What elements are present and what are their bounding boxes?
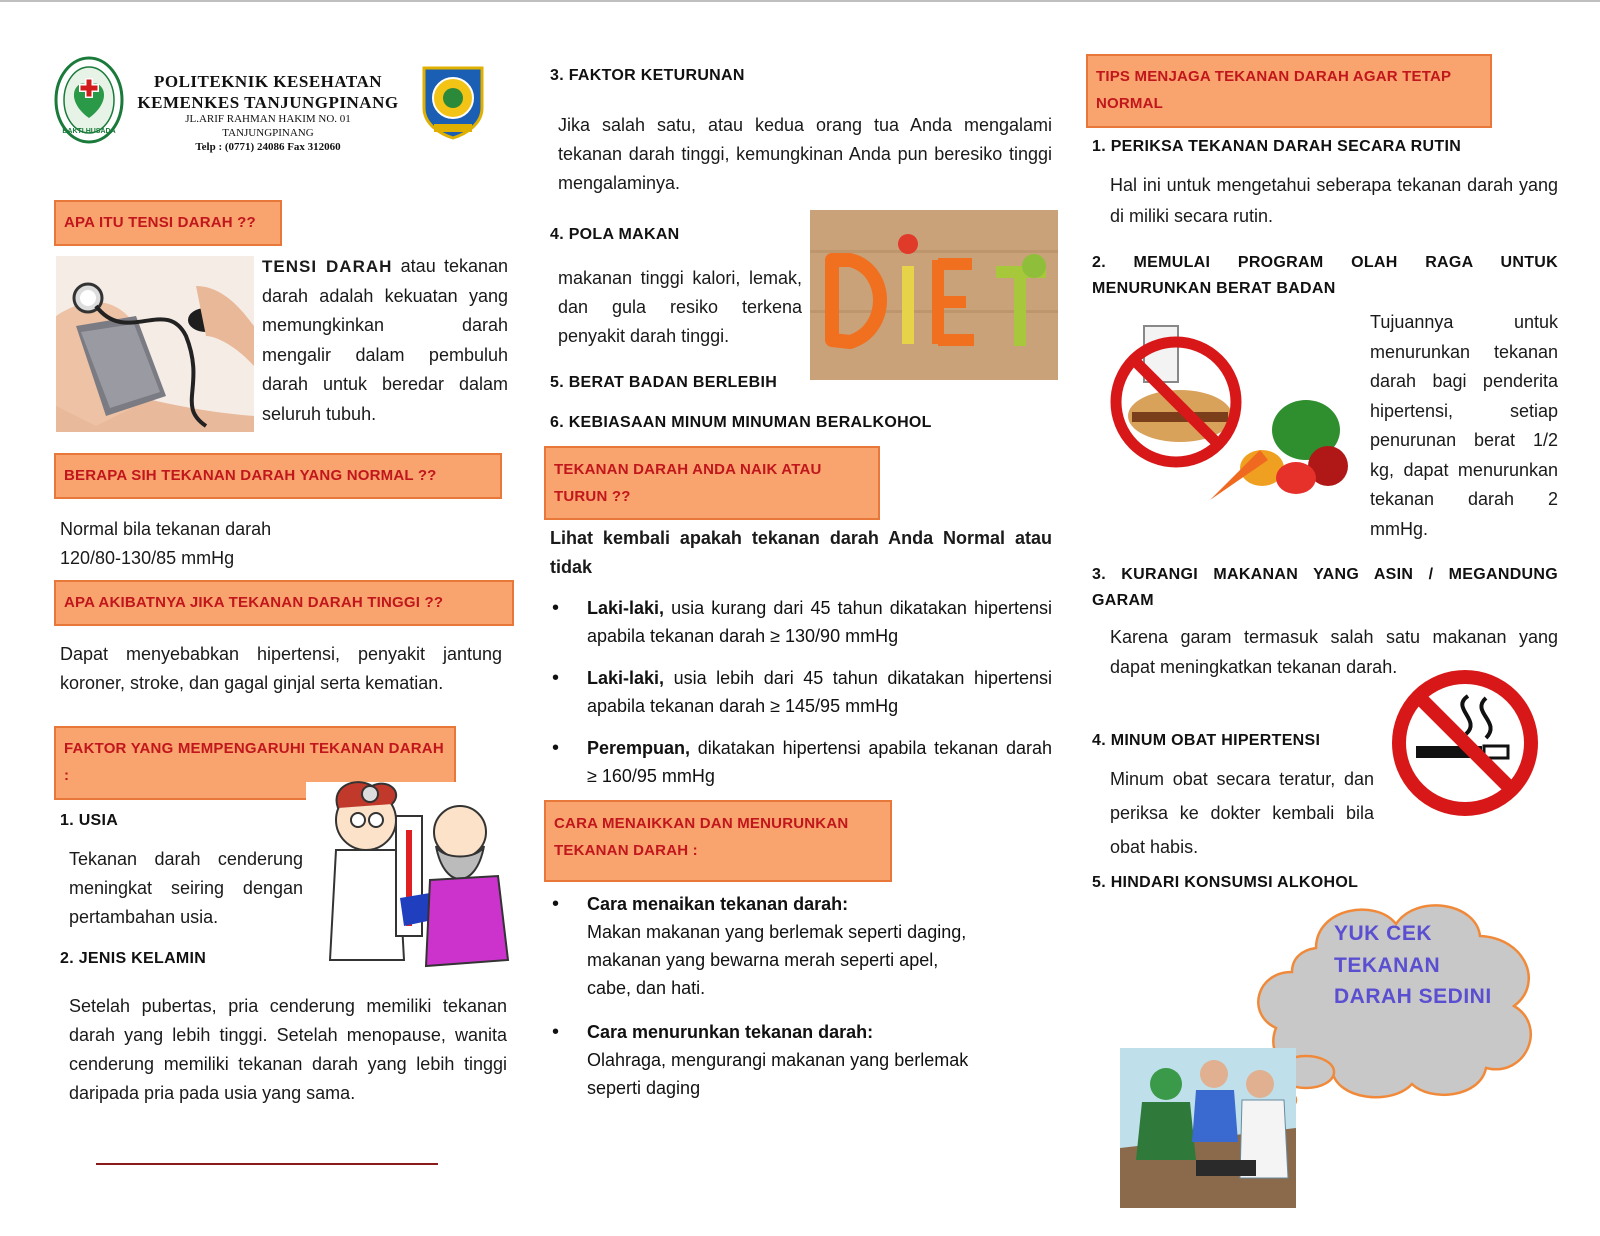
- tip2-text: Tujuannya untuk menurunkan tekanan darah bagi penderita hipertensi, setiap penurunan berat 1/2 kg, dapat menurunkan tekanan darah 2 mmHg.: [1370, 312, 1558, 539]
- no-smoking-icon: [1390, 668, 1540, 818]
- institution-phone: Telp : (0771) 24086 Fax 312060: [195, 141, 341, 153]
- header-berapa-normal: BERAPA SIH TEKANAN DARAH YANG NORMAL ??: [54, 453, 502, 499]
- header-faktor: FAKTOR YANG MEMPENGARUHI TEKANAN DARAH :: [54, 726, 456, 800]
- berat-badan-title: 5. BERAT BADAN BERLEBIH: [550, 374, 778, 391]
- criteria-label: Laki-laki,: [587, 668, 665, 688]
- school-logo-right: [420, 62, 486, 140]
- cara-text: Makan makanan yang berlemak seperti daging, makanan yang bewarna merah seperti apel, cabe, dan hati.: [587, 922, 967, 998]
- footer-divider: [96, 1163, 438, 1165]
- blood-pressure-cuff-image: [56, 256, 254, 432]
- criteria-item: [550, 664, 1052, 720]
- top-border-line: [0, 0, 1600, 2]
- lihat-kembali: Lihat kembali apakah tekanan darah Anda Normal atau tidak: [550, 528, 1052, 577]
- logo-left-caption: BAKTI HUSADA: [62, 128, 116, 135]
- no-junk-food-image: [1110, 320, 1360, 510]
- criteria-text: dikatakan hipertensi apabila tekanan darah ≥ 160/95 mmHg: [587, 738, 1052, 786]
- institution-name-line2: KEMENKES TANJUNGPINANG: [137, 93, 399, 112]
- header-naik-turun: TEKANAN DARAH ANDA NAIK ATAU TURUN ??: [544, 446, 880, 520]
- doctor-patient-cartoon: [308, 780, 514, 976]
- cloud-line-1: YUK CEK: [1334, 922, 1433, 945]
- header-apa-itu-tensi: APA ITU TENSI DARAH ??: [54, 200, 282, 246]
- header-akibat-tinggi: APA AKIBATNYA JIKA TEKANAN DARAH TINGGI ??: [54, 580, 514, 626]
- keturunan-title: 3. FAKTOR KETURUNAN: [550, 67, 745, 84]
- alkohol-title: 6. KEBIASAAN MINUM MINUMAN BERALKOHOL: [550, 414, 932, 431]
- usia-text: Tekanan darah cenderung meningkat seiring dengan pertambahan usia.: [69, 849, 303, 927]
- criteria-item: [550, 734, 1052, 790]
- usia-title: 1. USIA: [60, 812, 119, 829]
- criteria-item: [550, 594, 1052, 650]
- institution-city: TANJUNGPINANG: [222, 127, 314, 139]
- tip4-title: 4. MINUM OBAT HIPERTENSI: [1092, 732, 1321, 749]
- cara-label: • Cara menurunkan tekanan darah:: [587, 1022, 874, 1042]
- tensi-definition-text: atau tekanan darah adalah kekuatan yang memungkinkan darah mengalir dalam pembuluh darah untuk beredar dalam seluruh tubuh.: [262, 256, 509, 424]
- tip1-text: Hal ini untuk mengetahui seberapa tekanan darah yang di miliki secara rutin.: [1110, 175, 1558, 226]
- tip5-title: 5. HINDARI KONSUMSI ALKOHOL: [1092, 874, 1359, 891]
- tip4-text: Minum obat secara teratur, dan periksa ke dokter kembali bila obat habis.: [1110, 769, 1374, 857]
- pola-makan-text: makanan tinggi kalori, lemak, dan gula resiko terkena penyakit darah tinggi.: [558, 268, 802, 346]
- header-cara: CARA MENAIKKAN DAN MENURUNKAN TEKANAN DARAH :: [544, 800, 892, 882]
- institution-name-line1: POLITEKNIK KESEHATAN: [153, 72, 383, 91]
- tip3-text: Karena garam termasuk salah satu makanan yang dapat meningkatkan tekanan darah.: [1110, 627, 1558, 677]
- pola-makan-title: 4. POLA MAKAN: [550, 226, 680, 243]
- tip3-title: 3. KURANGI MAKANAN YANG ASIN / MEGANDUNG GARAM: [1092, 566, 1558, 609]
- tensi-definition: [262, 252, 508, 429]
- hipertensi-criteria-list: [550, 594, 1052, 804]
- cloud-line-2: TEKANAN: [1334, 954, 1441, 977]
- normal-line-2: 120/80-130/85 mmHg: [60, 548, 235, 568]
- cara-item: [550, 1018, 970, 1102]
- diet-vegetables-image: [810, 210, 1058, 380]
- tip1-title: 1. PERIKSA TEKANAN DARAH SECARA RUTIN: [1092, 138, 1462, 155]
- akibat-text: Dapat menyebabkan hipertensi, penyakit jantung koroner, stroke, dan gagal ginjal serta kematian.: [60, 644, 502, 693]
- tip2-title: 2. MEMULAI PROGRAM OLAH RAGA UNTUK MENURUNKAN BERAT BADAN: [1092, 254, 1558, 297]
- jenis-kelamin-title: 2. JENIS KELAMIN: [60, 950, 207, 967]
- thought-cloud: [1096, 888, 1566, 1218]
- jenis-kelamin-text: Setelah pubertas, pria cenderung memiliki tekanan darah yang lebih tinggi. Setelah menopause, wanita cenderung memiliki tekanan darah yang lebih tinggi daripada pria pada usia yang sama.: [69, 996, 507, 1103]
- cara-item: [550, 890, 970, 1002]
- institution-address: JL.ARIF RAHMAN HAKIM NO. 01: [185, 113, 351, 125]
- criteria-label: Perempuan,: [587, 738, 691, 758]
- cara-list: [550, 890, 970, 1116]
- cara-text: Olahraga, mengurangi makanan yang berlemak seperti daging: [587, 1050, 969, 1098]
- criteria-text: usia lebih dari 45 tahun dikatakan hipertensi apabila tekanan darah ≥ 145/95 mmHg: [587, 668, 1052, 716]
- cloud-line-3: DARAH SEDINI: [1334, 985, 1492, 1008]
- header-tips: TIPS MENJAGA TEKANAN DARAH AGAR TETAP NORMAL: [1086, 54, 1492, 128]
- criteria-label: Laki-laki,: [587, 598, 665, 618]
- tensi-bold-term: TENSI DARAH: [262, 257, 393, 276]
- criteria-text: usia kurang dari 45 tahun dikatakan hipertensi apabila tekanan darah ≥ 130/90 mmHg: [587, 598, 1052, 646]
- cara-label: • Cara menaikan tekanan darah:: [587, 894, 849, 914]
- normal-line-1: Normal bila tekanan darah: [60, 519, 272, 539]
- keturunan-text: Jika salah satu, atau kedua orang tua Anda mengalami tekanan darah tinggi, kemungkinan Anda pun beresiko tinggi mengalaminya.: [558, 115, 1052, 193]
